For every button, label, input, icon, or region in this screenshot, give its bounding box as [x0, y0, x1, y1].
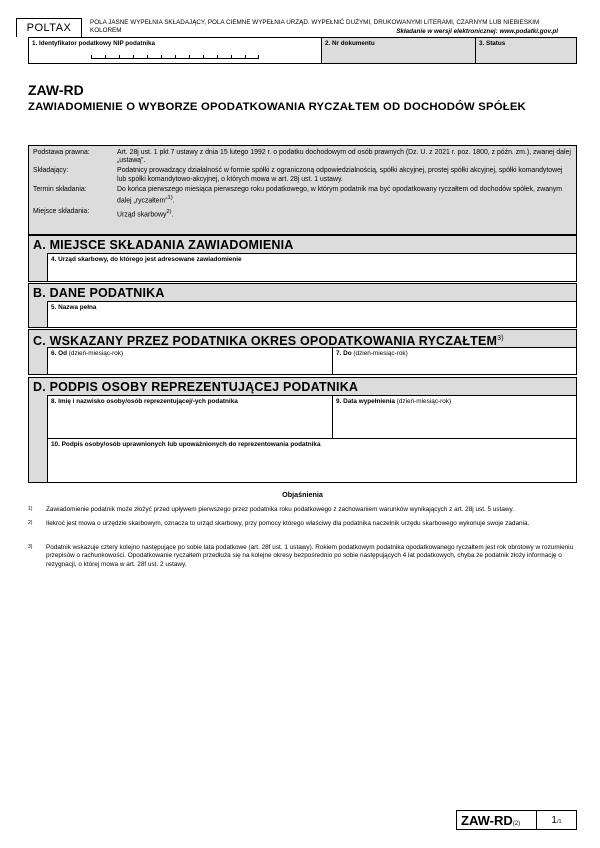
status-label: 3. Status — [479, 40, 506, 47]
period-to-hint: (dzień-miesiąc-rok) — [351, 350, 408, 357]
nip-field[interactable] — [29, 38, 322, 63]
note-item — [28, 544, 577, 569]
tax-office-field[interactable] — [47, 253, 576, 281]
poltax-label: POLTAX — [16, 18, 82, 37]
form-title: ZAWIADOMIENIE O WYBORZE OPODATKOWANIA RYCZAŁTEM OD DOCHODÓW SPÓŁEK — [28, 101, 526, 113]
page-current: 1 — [551, 815, 557, 826]
note-item — [28, 520, 577, 528]
section-b-title: B. DANE PODATNIKA — [29, 283, 576, 301]
top-fields — [28, 37, 577, 64]
note-number: 3) — [28, 544, 33, 550]
footer-code-text: ZAW-RD — [461, 813, 513, 828]
status-field — [476, 38, 576, 63]
info-row-deadline — [33, 186, 572, 206]
section-b — [28, 283, 577, 328]
footnote-ref: 2) — [166, 208, 172, 215]
section-d — [28, 377, 577, 483]
nip-field-label: 1. Identyfikator podatkowy NIP podatnika — [32, 40, 156, 47]
info-label: Termin składania: — [33, 185, 87, 193]
signature-field-label: 10. Podpis osoby/osób uprawnionych lub upoważnionych do reprezentowania podatnika — [51, 441, 321, 448]
note-number: 2) — [28, 520, 33, 526]
info-value-text: Do końca pierwszego miesiąca pierwszego roku podatkowego, w którym podatnik ma być opodatkowany ryczałtem od dochodów spółek, zwanym dalej „ryczałtem” — [117, 185, 563, 205]
document-number-label: 2. Nr dokumentu — [325, 40, 375, 47]
page-number — [537, 811, 576, 829]
footnote-ref: 1) — [167, 195, 173, 202]
page-footer — [456, 810, 577, 830]
fill-instructions: POLA JASNE WYPEŁNIA SKŁADAJĄCY, POLA CIEMNE WYPEŁNIA URZĄD. WYPEŁNIĆ DUŻYMI, DRUKOWANYMI LITERAMI, CZARNYM LUB NIEBIESKIM KOLOREM — [90, 19, 540, 34]
nip-digit-boxes — [91, 55, 259, 59]
signer-name-field[interactable] — [47, 396, 332, 438]
period-to-label: 7. Do — [336, 350, 352, 357]
info-value: Urząd skarbowy$^{2)}$. — [117, 208, 174, 218]
form-code: ZAW-RD — [28, 82, 84, 98]
info-value: Do końca pierwszego miesiąca pierwszego roku podatkowego, w którym podatnik ma być opodatkowany ryczałtem od dochodów spółek, zwanym dalej „ryczałtem”$^{1)}$. — [117, 185, 563, 205]
full-name-field-label: 5. Nazwa pełna — [51, 304, 97, 311]
note-text: Podatnik wskazuje cztery kolejno następujące po sobie lata podatkowe (art. 28f ust. 1 ustawy). Rokiem podatkowym podatnika opodatkowanego ryczałtem jest rok obrotowy w rozumieniu przepisów o rachunkowości. Opodatkowanie ryczałtem przedłuża się na kolejne okresy bezpośrednio po sobie następujących 4 lat podatkowych, chyba że podatnik złoży informację o rezygnacji, o której mowa w art. 28f ust. 2 ustawy. — [46, 544, 574, 568]
info-value: Podatnicy prowadzący działalność w formie spółki z ograniczoną odpowiedzialnością, spółki akcyjnej, prostej spółki akcyjnej, spółki komandytowej lub spółki komandytowo-akcyjnej, o których mowa w art. 28j ust. 1 ustawy. — [117, 167, 563, 183]
period-from-hint: (dzień-miesiąc-rok) — [66, 350, 124, 357]
full-name-field[interactable] — [47, 301, 576, 327]
info-row-filer — [33, 167, 572, 183]
footer-form-code — [457, 811, 537, 829]
section-a — [28, 235, 577, 282]
info-label: Składający: — [33, 167, 69, 175]
period-row — [47, 347, 576, 374]
note-item — [28, 506, 577, 514]
online-filing-note: Składanie w wersji elektronicznej: www.podatki.gov.pl — [396, 28, 558, 35]
signer-row — [47, 395, 576, 438]
footer-version: (2) — [512, 821, 521, 827]
signer-name-label: 8. Imię i nazwisko osoby/osób reprezentującej/-ych podatnika — [51, 398, 238, 405]
period-from-field[interactable] — [47, 348, 332, 374]
info-row-legal-basis — [33, 149, 572, 165]
period-from-label: 6. Od — [51, 350, 67, 357]
fill-date-label: 9. Data wypełnienia — [336, 398, 395, 405]
section-a-title: A. MIEJSCE SKŁADANIA ZAWIADOMIENIA — [29, 235, 576, 253]
legal-info-box — [28, 145, 577, 235]
section-d-title: D. PODPIS OSOBY REPREZENTUJĄCEJ PODATNIKA — [29, 377, 576, 395]
note-text: Zawiadomienie podatnik może złożyć przed upływem pierwszego przez podatnika roku podatkowego z zachowaniem warunków wynikających z art. 28j ust. 5 ustawy. — [46, 506, 515, 513]
fill-date-field[interactable] — [332, 396, 576, 438]
info-label: Miejsce składania: — [33, 207, 90, 215]
info-row-place — [33, 208, 572, 220]
info-label: Podstawa prawna: — [33, 149, 90, 156]
note-text: Ilekroć jest mowa o urzędzie skarbowym, oznacza to urząd skarbowy, przy pomocy którego właściwy dla podatnika naczelnik urzędu skarbowego wykonuje swoje zadania. — [46, 520, 530, 527]
section-c-title — [29, 329, 576, 347]
period-to-field[interactable] — [332, 348, 576, 374]
note-number: 1) — [28, 506, 33, 512]
notes-title: Objaśnienia — [282, 490, 323, 499]
footnote-ref: 3) — [497, 335, 504, 342]
section-c-title-text: C. WSKAZANY PRZEZ PODATNIKA OKRES OPODATKOWANIA RYCZAŁTEM — [33, 334, 498, 349]
signature-field[interactable] — [47, 438, 576, 482]
info-value-text: Urząd skarbowy — [117, 210, 167, 218]
page-total: /1 — [556, 819, 562, 825]
document-number-field — [322, 38, 476, 63]
tax-office-field-label: 4. Urząd skarbowy, do którego jest adresowane zawiadomienie — [51, 256, 242, 263]
info-value: Art. 28j ust. 1 pkt 7 ustawy z dnia 15 lutego 1992 r. o podatku dochodowym od osób prawnych (Dz. U. z 2021 r. poz. 1800, z późn. zm.), zwanej dalej „ustawą”. — [117, 149, 571, 165]
fill-date-hint: (dzień-miesiąc-rok) — [394, 398, 452, 405]
section-c — [28, 329, 577, 375]
